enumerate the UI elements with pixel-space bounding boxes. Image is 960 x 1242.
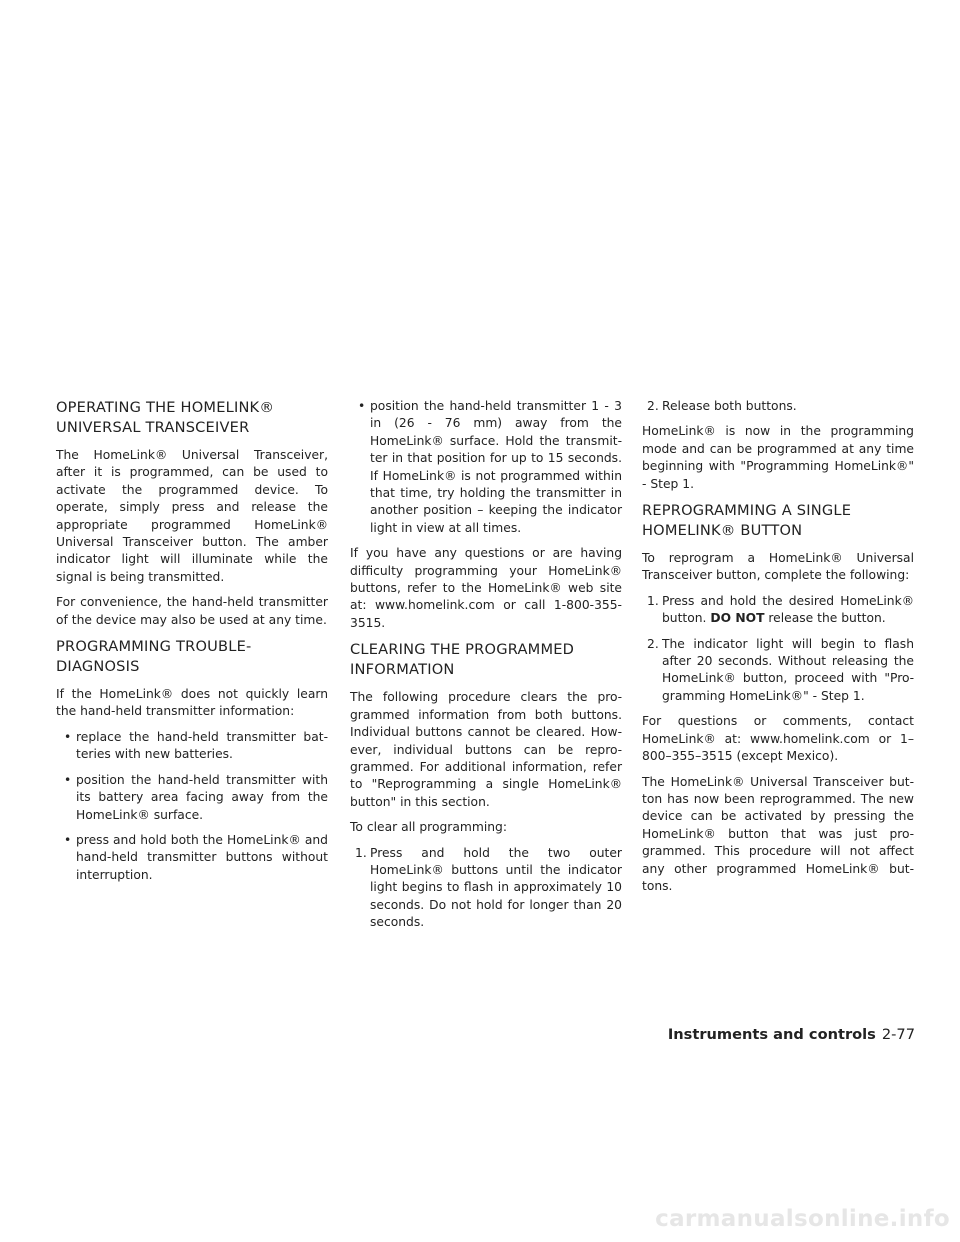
paragraph-clearing-procedure: The following procedure clears the programmed information from both buttons. Individual buttons cannot be cleared. However, individual buttons can be reprogrammed. For additional information, refer to "Reprogramming a single HomeLink® button" in this section. xyxy=(350,690,622,809)
paragraph-operating: The HomeLink® Universal Transceiver, after it is programmed, can be used to activate the programmed device. To operate, simply press and release the appropriate programmed HomeLink® Universal Transceiver button. The amber indicator light will illuminate while the signal is being transmitted. xyxy=(56,448,328,584)
step-text: Press and hold the desired HomeLink® button. xyxy=(662,593,914,626)
step-text: The indicator light will begin to flash after 20 seconds. Without releasing the HomeLink® button, proceed with "Programming HomeLink®" - Step 1. xyxy=(662,636,914,703)
footer-section-title: Instruments and controls xyxy=(667,1026,876,1043)
column-middle xyxy=(350,398,622,940)
step-number: 2. xyxy=(647,399,659,413)
heading-clearing-programmed-information: CLEARING THE PROGRAMMED INFORMATION xyxy=(350,641,575,679)
list-item xyxy=(642,398,914,415)
paragraph-convenience: For convenience, the hand-held transmitter of the device may also be used at any time. xyxy=(56,595,328,627)
paragraph-clear-all: To clear all programming: xyxy=(350,820,508,835)
list-item xyxy=(350,845,622,932)
clear-steps-list-continued xyxy=(642,398,914,415)
list-item: • press and hold both the HomeLink® and hand-held transmitter buttons without interruption. xyxy=(56,832,328,884)
list-item: • position the hand-held transmitter with its battery area facing away from the HomeLink® surface. xyxy=(56,772,328,824)
step-text: Press and hold the two outer HomeLink® buttons until the indicator light begins to flash in approximately 10 seconds. Do not hold for longer than 20 seconds. xyxy=(370,845,622,930)
heading-operating-homelink: OPERATING THE HOMELINK® UNIVERSAL TRANSCEIVER xyxy=(56,399,275,436)
step-number: 1. xyxy=(647,593,659,608)
page-footer xyxy=(645,1025,915,1045)
page-number: 2-77 xyxy=(881,1026,915,1043)
column-left xyxy=(56,398,328,892)
watermark: carmanualsonline.info xyxy=(655,1206,950,1232)
paragraph-programming-mode: HomeLink® is now in the programming mode and can be programmed at any time beginning with "Programming HomeLink®" - Step 1. xyxy=(642,424,914,491)
column-right xyxy=(642,398,914,903)
trouble-bullet-list xyxy=(56,729,328,884)
list-item: • replace the hand-held transmitter batteries with new batteries. xyxy=(56,729,328,764)
paragraph-questions: If you have any questions or are having difficulty programming your HomeLink® buttons, refer to the HomeLink® web site at: www.homelink.com or call 1-800-355-3515. xyxy=(350,546,622,630)
step-text: Release both buttons. xyxy=(662,399,797,413)
step-text: release the button. xyxy=(764,611,886,626)
list-item xyxy=(642,593,914,628)
paragraph-reprogram-intro: To reprogram a HomeLink® Universal Transceiver button, complete the following: xyxy=(642,551,914,583)
heading-programming-trouble-diagnosis: PROGRAMMING TROUBLE-DIAGNOSIS xyxy=(56,638,252,676)
paragraph-contact: For questions or comments, contact HomeLink® at: www.homelink.com or 1–800–355–3515 (except Mexico). xyxy=(642,714,914,764)
paragraph-reprogrammed: The HomeLink® Universal Transceiver button has now been reprogrammed. The new device can be activated by pressing the HomeLink® button that was just programmed. This procedure will not affect any other programmed HomeLink® buttons. xyxy=(642,774,914,893)
paragraph-trouble-intro: If the HomeLink® does not quickly learn the hand-held transmitter information: xyxy=(56,687,328,719)
heading-reprogramming-single-button: REPROGRAMMING A SINGLE HOMELINK® BUTTON xyxy=(642,502,852,540)
step-number: 1. xyxy=(355,845,367,860)
step-emphasis: DO NOT xyxy=(710,611,765,626)
reprogram-steps-list xyxy=(642,593,914,705)
trouble-bullet-list-continued xyxy=(350,398,622,537)
list-item: • position the hand-held transmitter 1 - 3 in (26 - 76 mm) away from the HomeLink® surface. Hold the transmitter in that position for up to 15 seconds. If HomeLink® is not programmed within that time, try holding the transmitter in another position – keeping the indicator light in view at all times. xyxy=(350,398,622,537)
step-number: 2. xyxy=(647,636,659,651)
list-item xyxy=(642,636,914,706)
clear-steps-list xyxy=(350,845,622,932)
